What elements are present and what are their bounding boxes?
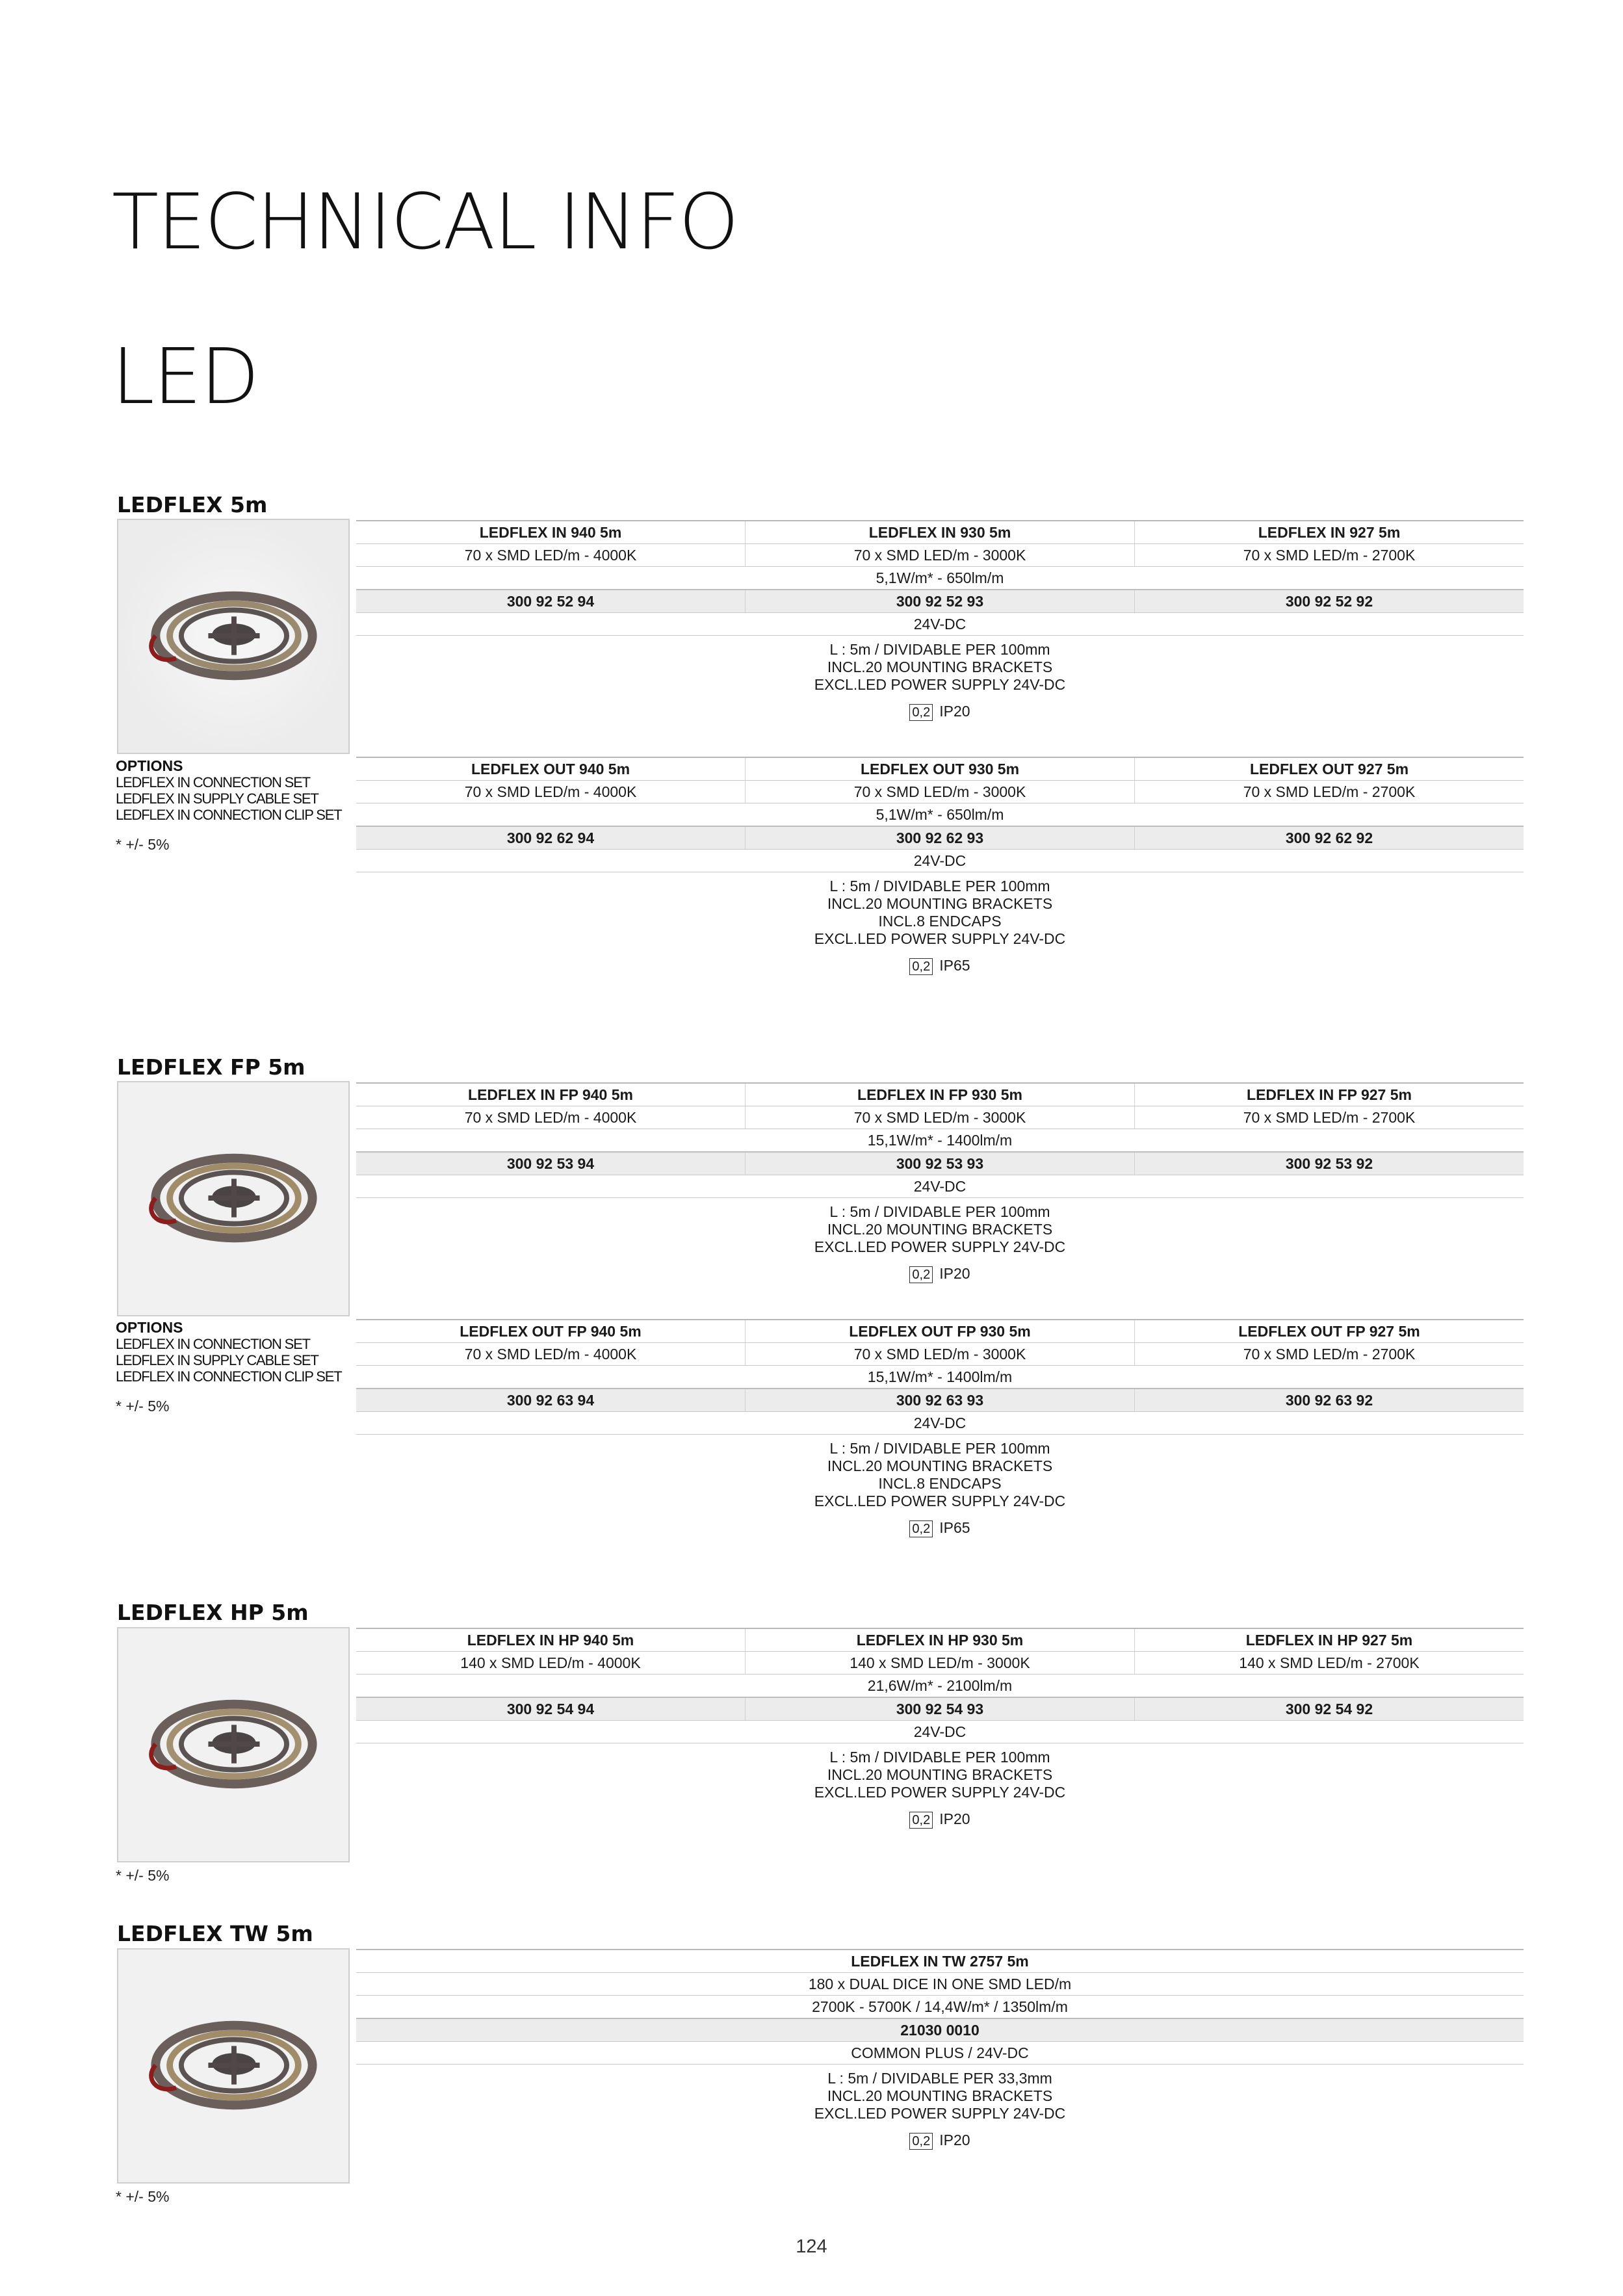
table-row	[356, 803, 1524, 826]
voltage: 24V-DC	[913, 1177, 967, 1195]
description	[356, 872, 1524, 948]
spec-table	[356, 520, 1524, 721]
product-name: LEDFLEX OUT 930 5m	[745, 758, 1134, 780]
article-code: 300 92 53 92	[1134, 1153, 1524, 1175]
table-row	[356, 780, 1524, 803]
article-code: 300 92 63 92	[1134, 1389, 1524, 1411]
option-item: LEDFLEX IN SUPPLY CABLE SET	[116, 1352, 318, 1368]
desc-line: EXCL.LED POWER SUPPLY 24V-DC	[814, 1238, 1066, 1255]
power-spec: 21,6W/m* - 2100lm/m	[867, 1676, 1013, 1694]
section-title: LEDFLEX TW 5m	[117, 1921, 313, 1946]
ip-rating	[356, 1810, 1524, 1829]
table-row	[356, 1651, 1524, 1674]
description	[356, 1198, 1524, 1256]
product-name: LEDFLEX IN FP 927 5m	[1134, 1084, 1524, 1106]
table-row	[356, 1995, 1524, 2018]
article-code: 300 92 63 93	[745, 1389, 1134, 1411]
desc-line: INCL.20 MOUNTING BRACKETS	[827, 1457, 1053, 1474]
article-code: 21030 0010	[900, 2021, 980, 2039]
led-spec: 70 x SMD LED/m - 4000K	[464, 546, 637, 564]
table-row	[356, 1106, 1524, 1128]
desc-line: L : 5m / DIVIDABLE PER 100mm	[829, 1440, 1050, 1457]
product-name: LEDFLEX OUT FP 940 5m	[460, 1322, 642, 1340]
led-spec: 70 x SMD LED/m - 2700K	[1134, 544, 1524, 566]
led-spec: 140 x SMD LED/m - 3000K	[745, 1652, 1134, 1674]
option-item: LEDFLEX IN CONNECTION CLIP SET	[116, 807, 342, 823]
product-name: LEDFLEX IN 927 5m	[1134, 521, 1524, 543]
ip-label: IP20	[939, 703, 970, 720]
led-spec: 70 x SMD LED/m - 3000K	[745, 781, 1134, 803]
page-title: TECHNICAL INFO	[112, 177, 738, 267]
article-code: 300 92 62 92	[1134, 827, 1524, 849]
description	[356, 1743, 1524, 1801]
led-spec: 180 x DUAL DICE IN ONE SMD LED/m	[808, 1975, 1072, 1992]
table-row	[356, 1365, 1524, 1388]
table-row	[356, 1411, 1524, 1435]
table-row	[356, 2041, 1524, 2065]
table-row	[356, 520, 1524, 543]
table-row	[356, 1128, 1524, 1151]
led-spec: 70 x SMD LED/m - 4000K	[464, 783, 637, 800]
table-row	[356, 1720, 1524, 1743]
desc-line: INCL.20 MOUNTING BRACKETS	[827, 659, 1053, 675]
footnote: * +/- 5%	[116, 836, 170, 853]
ip-rating	[356, 703, 1524, 721]
led-spec: 70 x SMD LED/m - 2700K	[1134, 1106, 1524, 1128]
table-row	[356, 1972, 1524, 1995]
options-heading: OPTIONS	[116, 1319, 183, 1336]
page-subtitle: LED	[112, 332, 259, 421]
product-name: LEDFLEX IN 940 5m	[479, 523, 622, 541]
table-row	[356, 1151, 1524, 1175]
product-name: LEDFLEX OUT 927 5m	[1134, 758, 1524, 780]
spec-table	[356, 1628, 1524, 1829]
product-name: LEDFLEX IN TW 2757 5m	[851, 1952, 1029, 1970]
weight-badge: 0,2	[909, 2133, 933, 2150]
led-reel-icon	[118, 520, 348, 753]
article-code: 300 92 52 92	[1134, 590, 1524, 612]
product-image	[117, 1627, 350, 1862]
desc-line: INCL.8 ENDCAPS	[878, 1475, 1002, 1492]
table-row	[356, 566, 1524, 589]
voltage: 24V-DC	[913, 852, 967, 869]
table-row	[356, 1628, 1524, 1651]
voltage: 24V-DC	[913, 615, 967, 633]
led-spec: 70 x SMD LED/m - 4000K	[464, 1108, 637, 1126]
led-spec: 140 x SMD LED/m - 4000K	[460, 1654, 641, 1671]
desc-line: EXCL.LED POWER SUPPLY 24V-DC	[814, 676, 1066, 693]
weight-badge: 0,2	[909, 1812, 933, 1829]
voltage: COMMON PLUS / 24V-DC	[851, 2044, 1029, 2061]
ip-label: IP65	[939, 1519, 970, 1536]
option-item: LEDFLEX IN CONNECTION SET	[116, 1336, 310, 1352]
product-image	[117, 519, 350, 754]
product-name: LEDFLEX IN 930 5m	[745, 521, 1134, 543]
spec-table	[356, 1082, 1524, 1283]
desc-line: EXCL.LED POWER SUPPLY 24V-DC	[814, 1493, 1066, 1509]
article-code: 300 92 53 93	[745, 1153, 1134, 1175]
product-name: LEDFLEX OUT FP 927 5m	[1134, 1320, 1524, 1342]
table-row	[356, 849, 1524, 872]
spec-table	[356, 757, 1524, 975]
desc-line: INCL.20 MOUNTING BRACKETS	[827, 1221, 1053, 1238]
article-code: 300 92 54 93	[745, 1698, 1134, 1720]
section-title: LEDFLEX FP 5m	[117, 1054, 305, 1080]
description	[356, 636, 1524, 694]
product-name: LEDFLEX OUT FP 930 5m	[745, 1320, 1134, 1342]
power-spec: 5,1W/m* - 650lm/m	[876, 569, 1004, 586]
table-row	[356, 1175, 1524, 1198]
power-spec: 15,1W/m* - 1400lm/m	[867, 1368, 1013, 1385]
option-item: LEDFLEX IN SUPPLY CABLE SET	[116, 790, 318, 807]
article-code: 300 92 52 93	[745, 590, 1134, 612]
table-row	[356, 1342, 1524, 1365]
power-spec: 2700K - 5700K / 14,4W/m* / 1350lm/m	[812, 1998, 1068, 2015]
article-code: 300 92 63 94	[506, 1391, 595, 1409]
led-spec: 70 x SMD LED/m - 3000K	[745, 544, 1134, 566]
power-spec: 5,1W/m* - 650lm/m	[876, 805, 1004, 823]
footnote: * +/- 5%	[116, 1867, 170, 1884]
product-image	[117, 1081, 350, 1316]
desc-line: EXCL.LED POWER SUPPLY 24V-DC	[814, 2105, 1066, 2122]
product-name: LEDFLEX IN FP 930 5m	[745, 1084, 1134, 1106]
product-name: LEDFLEX IN HP 940 5m	[467, 1631, 634, 1649]
table-row	[356, 589, 1524, 612]
product-name: LEDFLEX IN FP 940 5m	[468, 1086, 633, 1103]
spec-table	[356, 1319, 1524, 1537]
table-row	[356, 1319, 1524, 1342]
table-row	[356, 1082, 1524, 1106]
led-spec: 70 x SMD LED/m - 3000K	[745, 1106, 1134, 1128]
ip-rating	[356, 2132, 1524, 2150]
led-spec: 70 x SMD LED/m - 3000K	[745, 1343, 1134, 1365]
ip-rating	[356, 1265, 1524, 1283]
ip-label: IP20	[939, 1810, 970, 1827]
desc-line: L : 5m / DIVIDABLE PER 33,3mm	[827, 2070, 1052, 2087]
led-spec: 140 x SMD LED/m - 2700K	[1134, 1652, 1524, 1674]
desc-line: L : 5m / DIVIDABLE PER 100mm	[829, 878, 1050, 894]
weight-badge: 0,2	[909, 704, 933, 721]
article-code: 300 92 62 94	[506, 829, 595, 846]
article-code: 300 92 54 94	[506, 1700, 595, 1717]
table-row	[356, 757, 1524, 780]
table-row	[356, 1388, 1524, 1411]
weight-badge: 0,2	[909, 1266, 933, 1283]
desc-line: INCL.8 ENDCAPS	[878, 913, 1002, 930]
product-image	[117, 1948, 350, 2184]
product-name: LEDFLEX OUT 940 5m	[471, 760, 630, 777]
desc-line: L : 5m / DIVIDABLE PER 100mm	[829, 641, 1050, 658]
ip-rating	[356, 957, 1524, 975]
article-code: 300 92 52 94	[506, 592, 595, 610]
led-reel-icon	[118, 1950, 348, 2182]
table-row	[356, 1697, 1524, 1720]
article-code: 300 92 54 92	[1134, 1698, 1524, 1720]
desc-line: INCL.20 MOUNTING BRACKETS	[827, 895, 1053, 912]
voltage: 24V-DC	[913, 1414, 967, 1431]
ip-label: IP20	[939, 2132, 970, 2148]
weight-badge: 0,2	[909, 958, 933, 975]
led-spec: 70 x SMD LED/m - 2700K	[1134, 1343, 1524, 1365]
options-list	[116, 1320, 341, 1385]
page-number: 124	[796, 2236, 827, 2257]
option-item: LEDFLEX IN CONNECTION SET	[116, 774, 310, 790]
description	[356, 1435, 1524, 1510]
ip-label: IP20	[939, 1265, 970, 1282]
footnote: * +/- 5%	[116, 1398, 170, 1415]
ip-rating	[356, 1519, 1524, 1537]
ip-label: IP65	[939, 957, 970, 974]
options-heading: OPTIONS	[116, 757, 183, 774]
led-spec: 70 x SMD LED/m - 2700K	[1134, 781, 1524, 803]
power-spec: 15,1W/m* - 1400lm/m	[867, 1131, 1013, 1149]
table-row	[356, 2018, 1524, 2041]
options-list	[116, 758, 341, 823]
desc-line: L : 5m / DIVIDABLE PER 100mm	[829, 1749, 1050, 1766]
desc-line: EXCL.LED POWER SUPPLY 24V-DC	[814, 930, 1066, 947]
option-item: LEDFLEX IN CONNECTION CLIP SET	[116, 1368, 342, 1385]
section-title: LEDFLEX HP 5m	[117, 1600, 309, 1625]
table-row	[356, 1949, 1524, 1972]
table-row	[356, 612, 1524, 636]
table-row	[356, 826, 1524, 849]
article-code: 300 92 62 93	[745, 827, 1134, 849]
footnote: * +/- 5%	[116, 2188, 170, 2205]
desc-line: EXCL.LED POWER SUPPLY 24V-DC	[814, 1784, 1066, 1801]
desc-line: L : 5m / DIVIDABLE PER 100mm	[829, 1203, 1050, 1220]
product-name: LEDFLEX IN HP 930 5m	[745, 1629, 1134, 1651]
product-name: LEDFLEX IN HP 927 5m	[1134, 1629, 1524, 1651]
article-code: 300 92 53 94	[506, 1155, 595, 1172]
led-reel-icon	[118, 1082, 348, 1315]
weight-badge: 0,2	[909, 1520, 933, 1537]
led-spec: 70 x SMD LED/m - 4000K	[464, 1345, 637, 1363]
table-row	[356, 1674, 1524, 1697]
table-row	[356, 543, 1524, 566]
desc-line: INCL.20 MOUNTING BRACKETS	[827, 2087, 1053, 2104]
spec-table	[356, 1949, 1524, 2150]
description	[356, 2065, 1524, 2122]
section-title: LEDFLEX 5m	[117, 492, 268, 517]
voltage: 24V-DC	[913, 1723, 967, 1740]
led-reel-icon	[118, 1628, 348, 1861]
desc-line: INCL.20 MOUNTING BRACKETS	[827, 1766, 1053, 1783]
